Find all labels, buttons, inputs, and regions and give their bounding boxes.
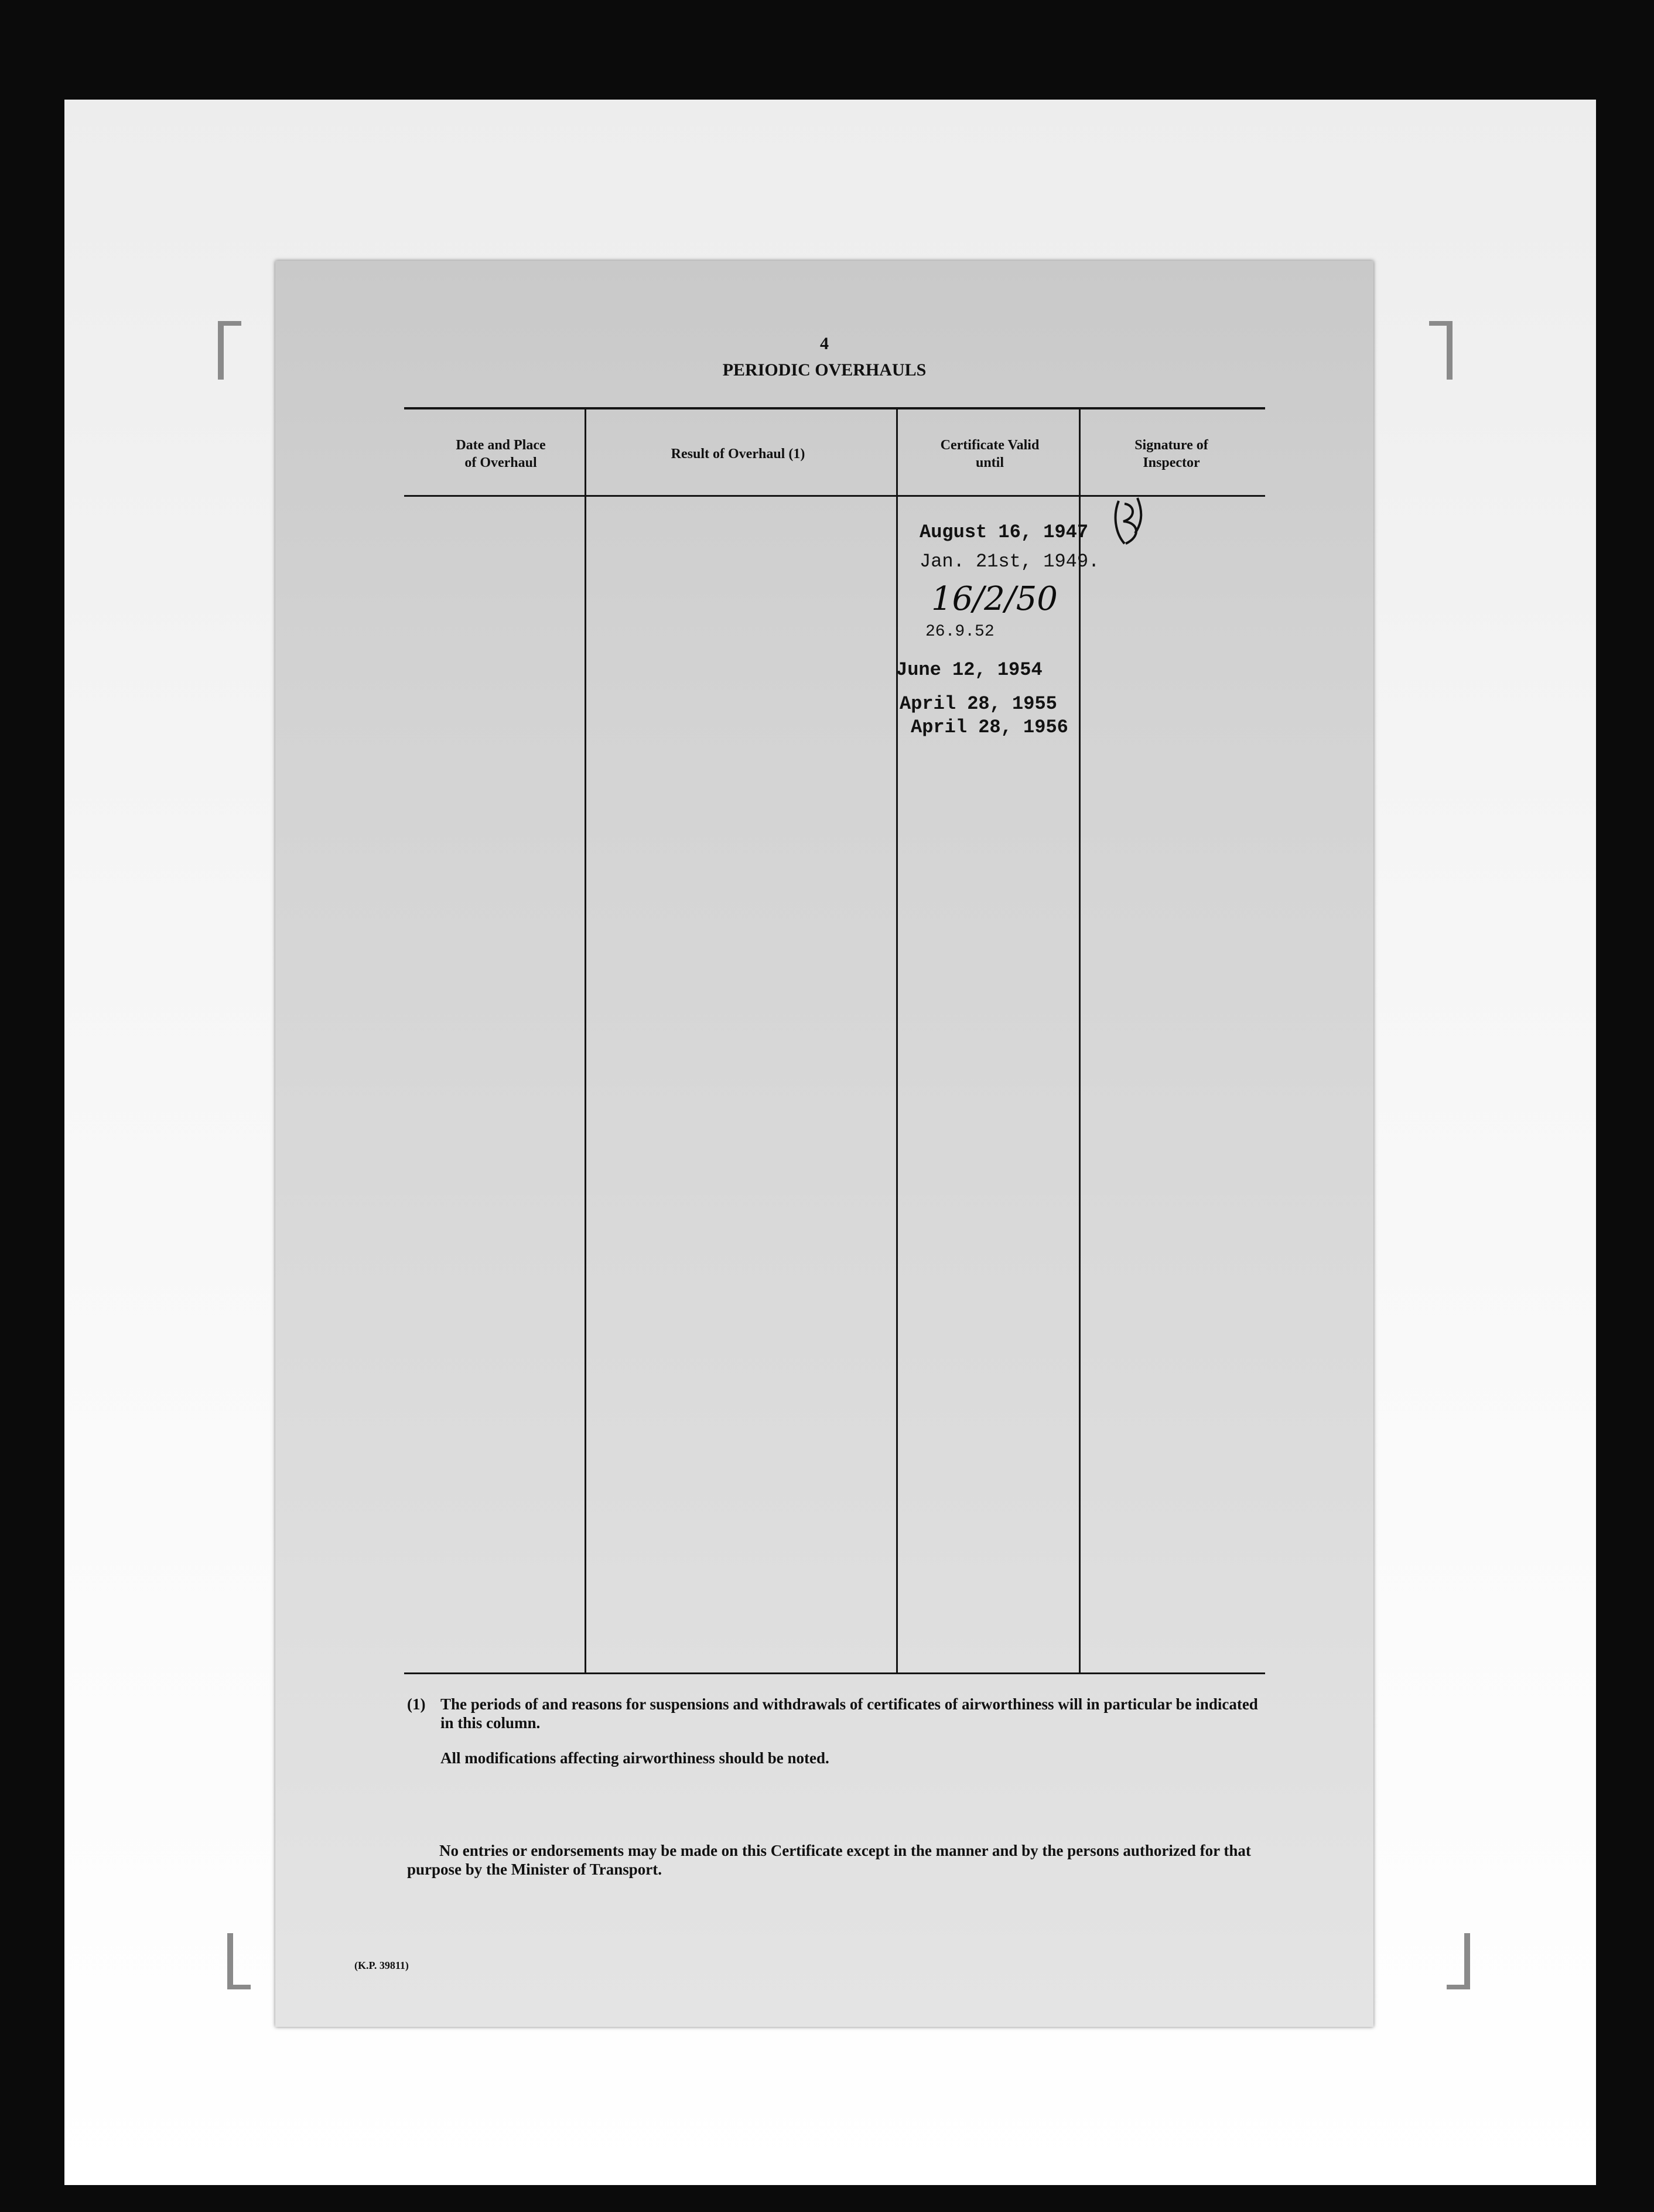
crop-mark-bottom-right <box>1447 1933 1470 1989</box>
header-date-and-place: Date and Place of Overhaul <box>456 438 546 470</box>
table-top-rule <box>404 407 1265 409</box>
valid-until-entry-handwritten: 16/2/50 <box>931 580 1058 618</box>
column-divider-2 <box>896 407 898 1672</box>
valid-until-entry: 26.9.52 <box>925 623 995 641</box>
footnote-marker: (1) <box>407 1695 426 1713</box>
certificate-page <box>275 261 1373 2027</box>
form-code: (K.P. 39811) <box>354 1960 409 1971</box>
crop-mark-top-right <box>1429 321 1453 380</box>
valid-until-entry: June 12, 1954 <box>896 659 1043 681</box>
valid-until-entry: April 28, 1956 <box>911 716 1068 738</box>
header-certificate-valid-until: Certificate Valid until <box>940 438 1040 470</box>
table-bottom-rule <box>404 1672 1265 1674</box>
crop-mark-bottom-left <box>227 1933 251 1989</box>
inspector-initials-signature <box>1107 492 1154 562</box>
footnote-text: The periods of and reasons for suspensions and withdrawals of certificates of airworthiness will in particular be indicated in this column. <box>440 1695 1258 1732</box>
header-result-of-overhaul: Result of Overhaul (1) <box>671 446 805 462</box>
column-divider-3 <box>1079 407 1081 1672</box>
valid-until-entry: Jan. 21st, 1949. <box>920 551 1100 572</box>
page-title: PERIODIC OVERHAULS <box>722 360 927 380</box>
column-divider-1 <box>585 407 586 1672</box>
header-signature-of-inspector: Signature of Inspector <box>1134 438 1208 470</box>
crop-mark-top-left <box>218 321 241 380</box>
restriction-note: No entries or endorsements may be made on this Certificate except in the manner and by the persons authorized for that purpose by the Minister of Transport. <box>407 1842 1251 1878</box>
page-number: 4 <box>820 334 829 353</box>
valid-until-entry: August 16, 1947 <box>920 521 1089 543</box>
modifications-note: All modifications affecting airworthiness should be noted. <box>440 1749 829 1767</box>
valid-until-entry: April 28, 1955 <box>900 693 1057 715</box>
